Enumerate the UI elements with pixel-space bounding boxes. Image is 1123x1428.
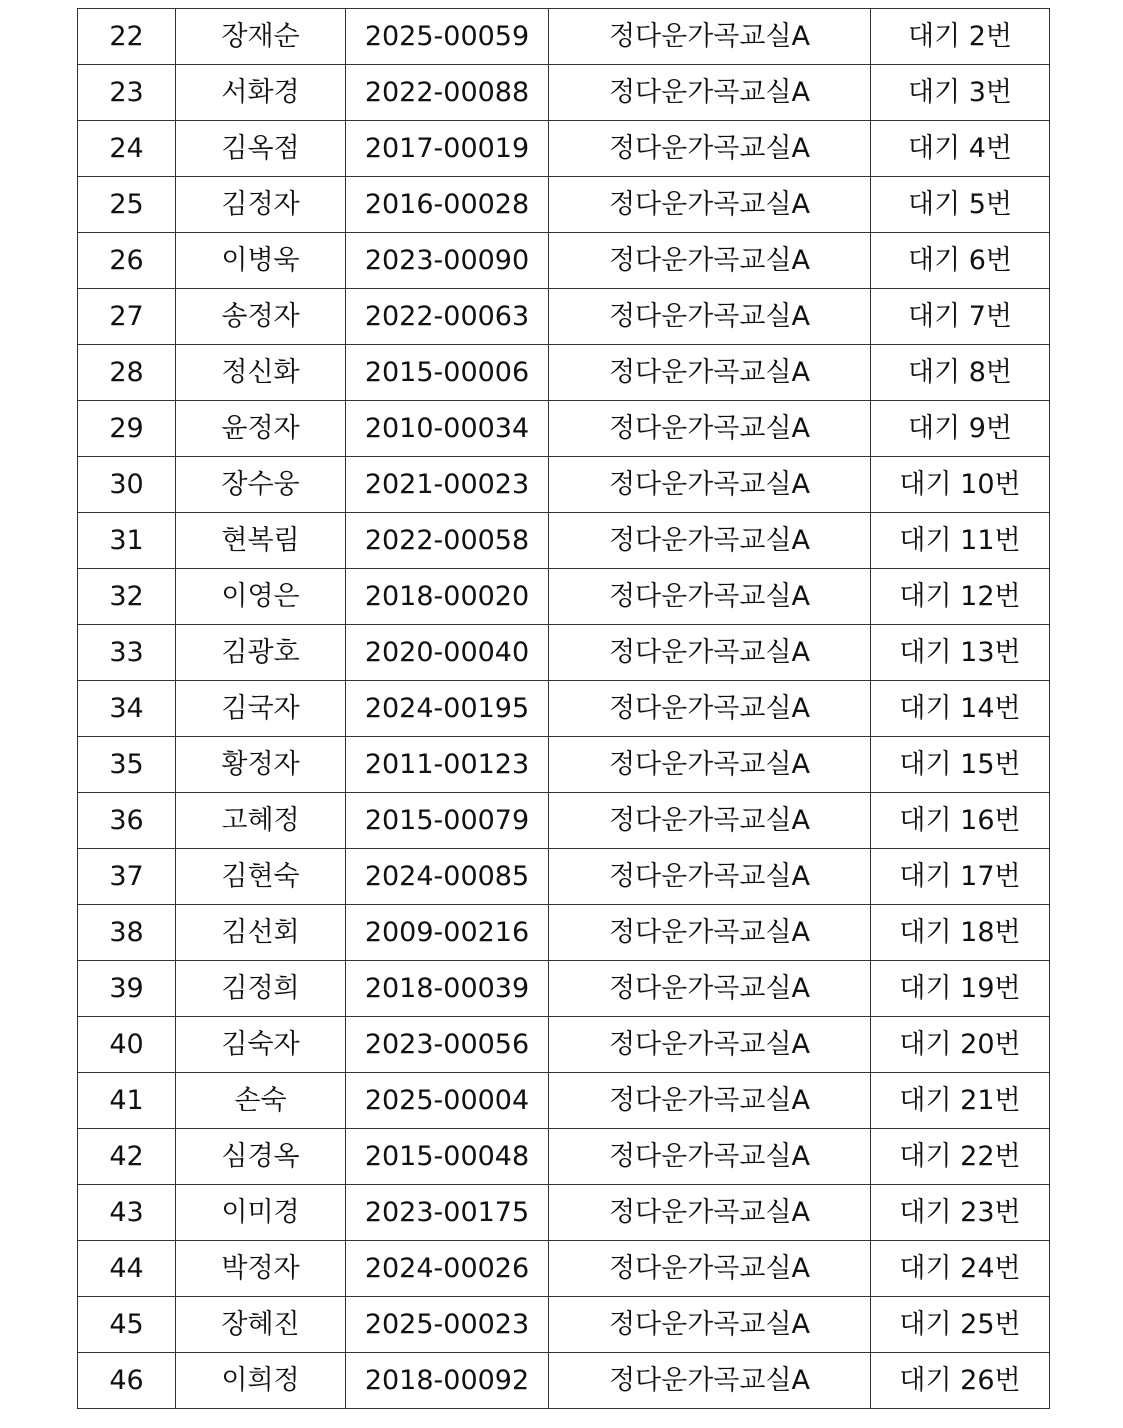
waitlist-status-cell: 대기 9번 (871, 401, 1050, 457)
table-row (78, 9, 1050, 65)
waitlist-status-cell: 대기 23번 (871, 1185, 1050, 1241)
table-row (78, 121, 1050, 177)
applicant-name-cell: 이희정 (176, 1353, 346, 1409)
class-name-cell: 정다운가곡교실A (549, 513, 871, 569)
class-name-cell: 정다운가곡교실A (549, 1185, 871, 1241)
waitlist-status-cell: 대기 2번 (871, 9, 1050, 65)
applicant-name-cell: 서화경 (176, 65, 346, 121)
table-row (78, 345, 1050, 401)
waitlist-status-cell: 대기 10번 (871, 457, 1050, 513)
class-name-cell: 정다운가곡교실A (549, 457, 871, 513)
row-number-cell: 30 (78, 457, 176, 513)
waitlist-status-cell: 대기 16번 (871, 793, 1050, 849)
member-id-cell: 2023-00056 (346, 1017, 549, 1073)
member-id-cell: 2015-00079 (346, 793, 549, 849)
class-name-cell: 정다운가곡교실A (549, 793, 871, 849)
applicant-name-cell: 이병욱 (176, 233, 346, 289)
applicant-name-cell: 김광호 (176, 625, 346, 681)
table-row (78, 961, 1050, 1017)
waitlist-status-cell: 대기 24번 (871, 1241, 1050, 1297)
member-id-cell: 2022-00088 (346, 65, 549, 121)
applicant-name-cell: 장재순 (176, 9, 346, 65)
waitlist-status-cell: 대기 4번 (871, 121, 1050, 177)
member-id-cell: 2010-00034 (346, 401, 549, 457)
table-row (78, 1129, 1050, 1185)
class-name-cell: 정다운가곡교실A (549, 177, 871, 233)
table-row (78, 849, 1050, 905)
member-id-cell: 2023-00090 (346, 233, 549, 289)
table-row (78, 1017, 1050, 1073)
waitlist-status-cell: 대기 21번 (871, 1073, 1050, 1129)
member-id-cell: 2023-00175 (346, 1185, 549, 1241)
waitlist-status-cell: 대기 8번 (871, 345, 1050, 401)
table-row (78, 625, 1050, 681)
member-id-cell: 2025-00004 (346, 1073, 549, 1129)
waitlist-status-cell: 대기 6번 (871, 233, 1050, 289)
member-id-cell: 2024-00085 (346, 849, 549, 905)
member-id-cell: 2016-00028 (346, 177, 549, 233)
row-number-cell: 33 (78, 625, 176, 681)
member-id-cell: 2022-00058 (346, 513, 549, 569)
applicant-name-cell: 장혜진 (176, 1297, 346, 1353)
applicant-name-cell: 현복림 (176, 513, 346, 569)
waitlist-status-cell: 대기 7번 (871, 289, 1050, 345)
class-name-cell: 정다운가곡교실A (549, 961, 871, 1017)
applicant-name-cell: 김선회 (176, 905, 346, 961)
table-row (78, 65, 1050, 121)
waitlist-status-cell: 대기 3번 (871, 65, 1050, 121)
class-name-cell: 정다운가곡교실A (549, 849, 871, 905)
applicant-name-cell: 김숙자 (176, 1017, 346, 1073)
waitlist-status-cell: 대기 19번 (871, 961, 1050, 1017)
member-id-cell: 2024-00195 (346, 681, 549, 737)
member-id-cell: 2021-00023 (346, 457, 549, 513)
member-id-cell: 2015-00048 (346, 1129, 549, 1185)
class-name-cell: 정다운가곡교실A (549, 905, 871, 961)
table-row (78, 457, 1050, 513)
waitlist-status-cell: 대기 11번 (871, 513, 1050, 569)
waitlist-status-cell: 대기 17번 (871, 849, 1050, 905)
applicant-name-cell: 송정자 (176, 289, 346, 345)
applicant-name-cell: 이미경 (176, 1185, 346, 1241)
row-number-cell: 46 (78, 1353, 176, 1409)
row-number-cell: 22 (78, 9, 176, 65)
applicant-name-cell: 정신화 (176, 345, 346, 401)
member-id-cell: 2022-00063 (346, 289, 549, 345)
row-number-cell: 29 (78, 401, 176, 457)
applicant-name-cell: 고혜정 (176, 793, 346, 849)
class-name-cell: 정다운가곡교실A (549, 345, 871, 401)
table-row (78, 1185, 1050, 1241)
member-id-cell: 2018-00039 (346, 961, 549, 1017)
waitlist-table (77, 8, 1050, 1409)
row-number-cell: 28 (78, 345, 176, 401)
class-name-cell: 정다운가곡교실A (549, 1073, 871, 1129)
table-row (78, 737, 1050, 793)
class-name-cell: 정다운가곡교실A (549, 681, 871, 737)
class-name-cell: 정다운가곡교실A (549, 121, 871, 177)
member-id-cell: 2011-00123 (346, 737, 549, 793)
row-number-cell: 35 (78, 737, 176, 793)
table-row (78, 793, 1050, 849)
table-row (78, 401, 1050, 457)
member-id-cell: 2025-00023 (346, 1297, 549, 1353)
member-id-cell: 2025-00059 (346, 9, 549, 65)
table-row (78, 513, 1050, 569)
waitlist-status-cell: 대기 5번 (871, 177, 1050, 233)
row-number-cell: 45 (78, 1297, 176, 1353)
table-row (78, 681, 1050, 737)
applicant-name-cell: 김현숙 (176, 849, 346, 905)
applicant-name-cell: 김국자 (176, 681, 346, 737)
row-number-cell: 38 (78, 905, 176, 961)
row-number-cell: 41 (78, 1073, 176, 1129)
row-number-cell: 23 (78, 65, 176, 121)
waitlist-status-cell: 대기 25번 (871, 1297, 1050, 1353)
waitlist-status-cell: 대기 13번 (871, 625, 1050, 681)
table-row (78, 905, 1050, 961)
table-row (78, 1073, 1050, 1129)
row-number-cell: 24 (78, 121, 176, 177)
waitlist-status-cell: 대기 15번 (871, 737, 1050, 793)
waitlist-status-cell: 대기 20번 (871, 1017, 1050, 1073)
class-name-cell: 정다운가곡교실A (549, 625, 871, 681)
applicant-name-cell: 이영은 (176, 569, 346, 625)
member-id-cell: 2024-00026 (346, 1241, 549, 1297)
class-name-cell: 정다운가곡교실A (549, 9, 871, 65)
class-name-cell: 정다운가곡교실A (549, 233, 871, 289)
applicant-name-cell: 김정희 (176, 961, 346, 1017)
member-id-cell: 2015-00006 (346, 345, 549, 401)
waitlist-status-cell: 대기 22번 (871, 1129, 1050, 1185)
row-number-cell: 36 (78, 793, 176, 849)
table-row (78, 1297, 1050, 1353)
waitlist-table-body (78, 9, 1050, 1409)
class-name-cell: 정다운가곡교실A (549, 1297, 871, 1353)
table-row (78, 569, 1050, 625)
class-name-cell: 정다운가곡교실A (549, 569, 871, 625)
class-name-cell: 정다운가곡교실A (549, 289, 871, 345)
waitlist-status-cell: 대기 26번 (871, 1353, 1050, 1409)
row-number-cell: 26 (78, 233, 176, 289)
applicant-name-cell: 심경옥 (176, 1129, 346, 1185)
row-number-cell: 44 (78, 1241, 176, 1297)
table-row (78, 233, 1050, 289)
applicant-name-cell: 황정자 (176, 737, 346, 793)
row-number-cell: 39 (78, 961, 176, 1017)
row-number-cell: 32 (78, 569, 176, 625)
table-row (78, 1241, 1050, 1297)
table-row (78, 1353, 1050, 1409)
row-number-cell: 27 (78, 289, 176, 345)
row-number-cell: 34 (78, 681, 176, 737)
member-id-cell: 2020-00040 (346, 625, 549, 681)
applicant-name-cell: 김정자 (176, 177, 346, 233)
table-row (78, 177, 1050, 233)
row-number-cell: 37 (78, 849, 176, 905)
applicant-name-cell: 김옥점 (176, 121, 346, 177)
member-id-cell: 2017-00019 (346, 121, 549, 177)
member-id-cell: 2018-00020 (346, 569, 549, 625)
table-row (78, 289, 1050, 345)
class-name-cell: 정다운가곡교실A (549, 1017, 871, 1073)
class-name-cell: 정다운가곡교실A (549, 1353, 871, 1409)
class-name-cell: 정다운가곡교실A (549, 737, 871, 793)
applicant-name-cell: 손숙 (176, 1073, 346, 1129)
applicant-name-cell: 윤정자 (176, 401, 346, 457)
class-name-cell: 정다운가곡교실A (549, 65, 871, 121)
member-id-cell: 2018-00092 (346, 1353, 549, 1409)
applicant-name-cell: 장수웅 (176, 457, 346, 513)
class-name-cell: 정다운가곡교실A (549, 401, 871, 457)
member-id-cell: 2009-00216 (346, 905, 549, 961)
row-number-cell: 43 (78, 1185, 176, 1241)
waitlist-status-cell: 대기 14번 (871, 681, 1050, 737)
row-number-cell: 42 (78, 1129, 176, 1185)
class-name-cell: 정다운가곡교실A (549, 1241, 871, 1297)
row-number-cell: 31 (78, 513, 176, 569)
row-number-cell: 40 (78, 1017, 176, 1073)
waitlist-status-cell: 대기 12번 (871, 569, 1050, 625)
class-name-cell: 정다운가곡교실A (549, 1129, 871, 1185)
applicant-name-cell: 박정자 (176, 1241, 346, 1297)
waitlist-status-cell: 대기 18번 (871, 905, 1050, 961)
row-number-cell: 25 (78, 177, 176, 233)
